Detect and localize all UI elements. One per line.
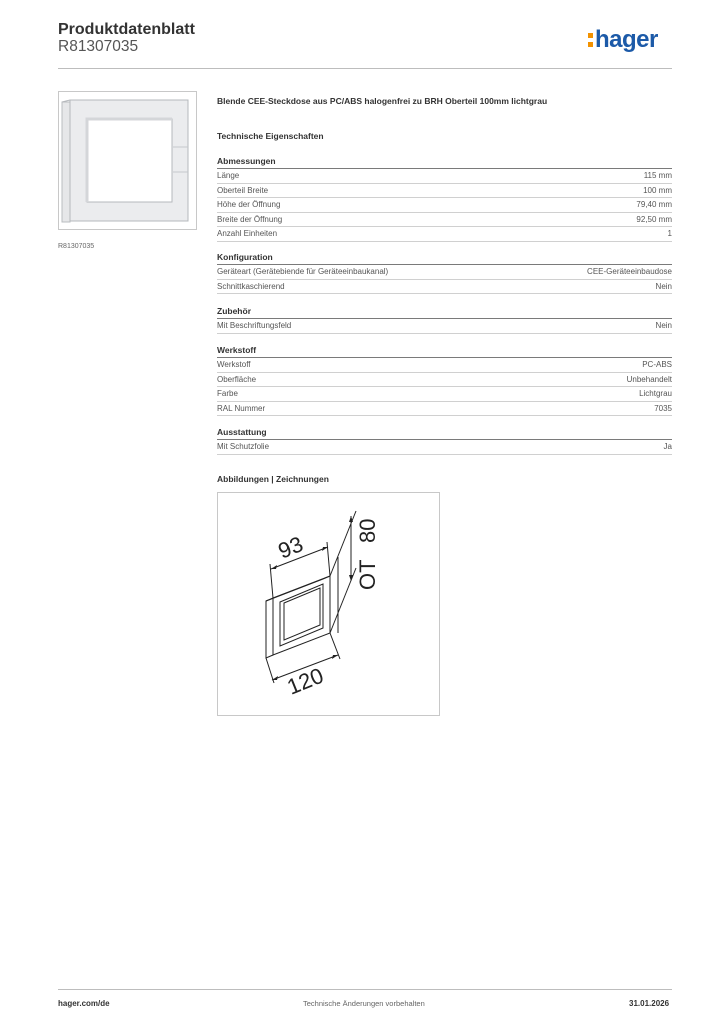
footer-website-link[interactable]: hager.com/de xyxy=(58,999,110,1008)
dimension-height: 80 xyxy=(355,518,380,543)
header-divider xyxy=(58,68,672,69)
footer-date: 31.01.2026 xyxy=(629,999,670,1008)
row-label: Geräteart (Gerätebiende für Geräteeinbaukanal) xyxy=(217,267,389,276)
table-row xyxy=(217,402,672,417)
row-label: Anzahl Einheiten xyxy=(217,229,278,238)
footer-note: Technische Änderungen vorbehalten xyxy=(303,999,425,1008)
group-abmessungen xyxy=(217,155,672,242)
row-value: Ja xyxy=(663,442,672,451)
row-label: Werkstoff xyxy=(217,360,251,369)
row-value: Nein xyxy=(655,321,672,330)
table-row xyxy=(217,373,672,388)
page-title: Produktdatenblatt xyxy=(58,21,195,38)
row-value: 100 mm xyxy=(643,185,672,195)
table-row xyxy=(217,387,672,402)
section-title: Technische Eigenschaften xyxy=(217,131,324,141)
frame-photo-icon xyxy=(59,92,196,229)
row-value: 1 xyxy=(667,229,672,238)
row-value: 7035 xyxy=(654,403,672,413)
group-zubehoer xyxy=(217,305,672,334)
row-label: Oberteil Breite xyxy=(217,185,269,195)
footer-divider xyxy=(58,989,672,990)
row-value: Lichtgrau xyxy=(639,389,672,398)
row-label: Länge xyxy=(217,171,240,180)
product-description: Blende CEE-Steckdose aus PC/ABS halogenfrei zu BRH Oberteil 100mm lichtgrau xyxy=(217,96,548,106)
row-value: 92,50 mm xyxy=(636,214,672,224)
group-title: Werkstoff xyxy=(217,344,672,358)
drawings-title: Abbildungen | Zeichnungen xyxy=(217,474,329,484)
table-row xyxy=(217,198,672,213)
group-title: Zubehör xyxy=(217,305,672,319)
row-label: Oberfläche xyxy=(217,374,257,384)
hager-logo[interactable] xyxy=(588,26,658,54)
product-photo xyxy=(58,91,197,230)
group-konfiguration xyxy=(217,251,672,294)
logo-text: hager xyxy=(595,26,658,53)
technical-drawing xyxy=(217,492,440,716)
row-label: Schnittkaschierend xyxy=(217,281,285,291)
row-value: PC-ABS xyxy=(642,360,672,369)
photo-caption: R81307035 xyxy=(58,243,95,250)
table-row xyxy=(217,213,672,228)
logo-colon-icon xyxy=(588,28,594,48)
row-value: Unbehandelt xyxy=(626,374,672,384)
row-value: 79,40 mm xyxy=(636,200,672,209)
row-label: Farbe xyxy=(217,389,238,398)
table-row xyxy=(217,265,672,280)
dimension-drawing-icon xyxy=(218,493,439,715)
dimension-length: 120 xyxy=(283,662,327,700)
table-row xyxy=(217,169,672,184)
group-werkstoff xyxy=(217,344,672,416)
table-row xyxy=(217,280,672,295)
row-value: Nein xyxy=(655,281,672,291)
table-row xyxy=(217,358,672,373)
group-title: Konfiguration xyxy=(217,251,672,265)
table-row xyxy=(217,319,672,334)
group-ausstattung xyxy=(217,426,672,455)
group-title: Abmessungen xyxy=(217,155,672,169)
table-row xyxy=(217,184,672,199)
table-row xyxy=(217,227,672,242)
dimension-width: 93 xyxy=(274,531,307,564)
row-label: RAL Nummer xyxy=(217,403,266,413)
row-label: Mit Beschriftungsfeld xyxy=(217,321,292,330)
row-label: Breite der Öffnung xyxy=(217,214,283,224)
row-value: 115 mm xyxy=(643,171,672,180)
row-label: Mit Schutzfolie xyxy=(217,442,270,451)
row-label: Höhe der Öffnung xyxy=(217,200,281,209)
table-row xyxy=(217,440,672,455)
row-value: CEE-Geräteeinbaudose xyxy=(587,267,672,276)
article-number: R81307035 xyxy=(58,38,139,55)
dimension-top-part: OT xyxy=(355,559,380,590)
group-title: Ausstattung xyxy=(217,426,672,440)
